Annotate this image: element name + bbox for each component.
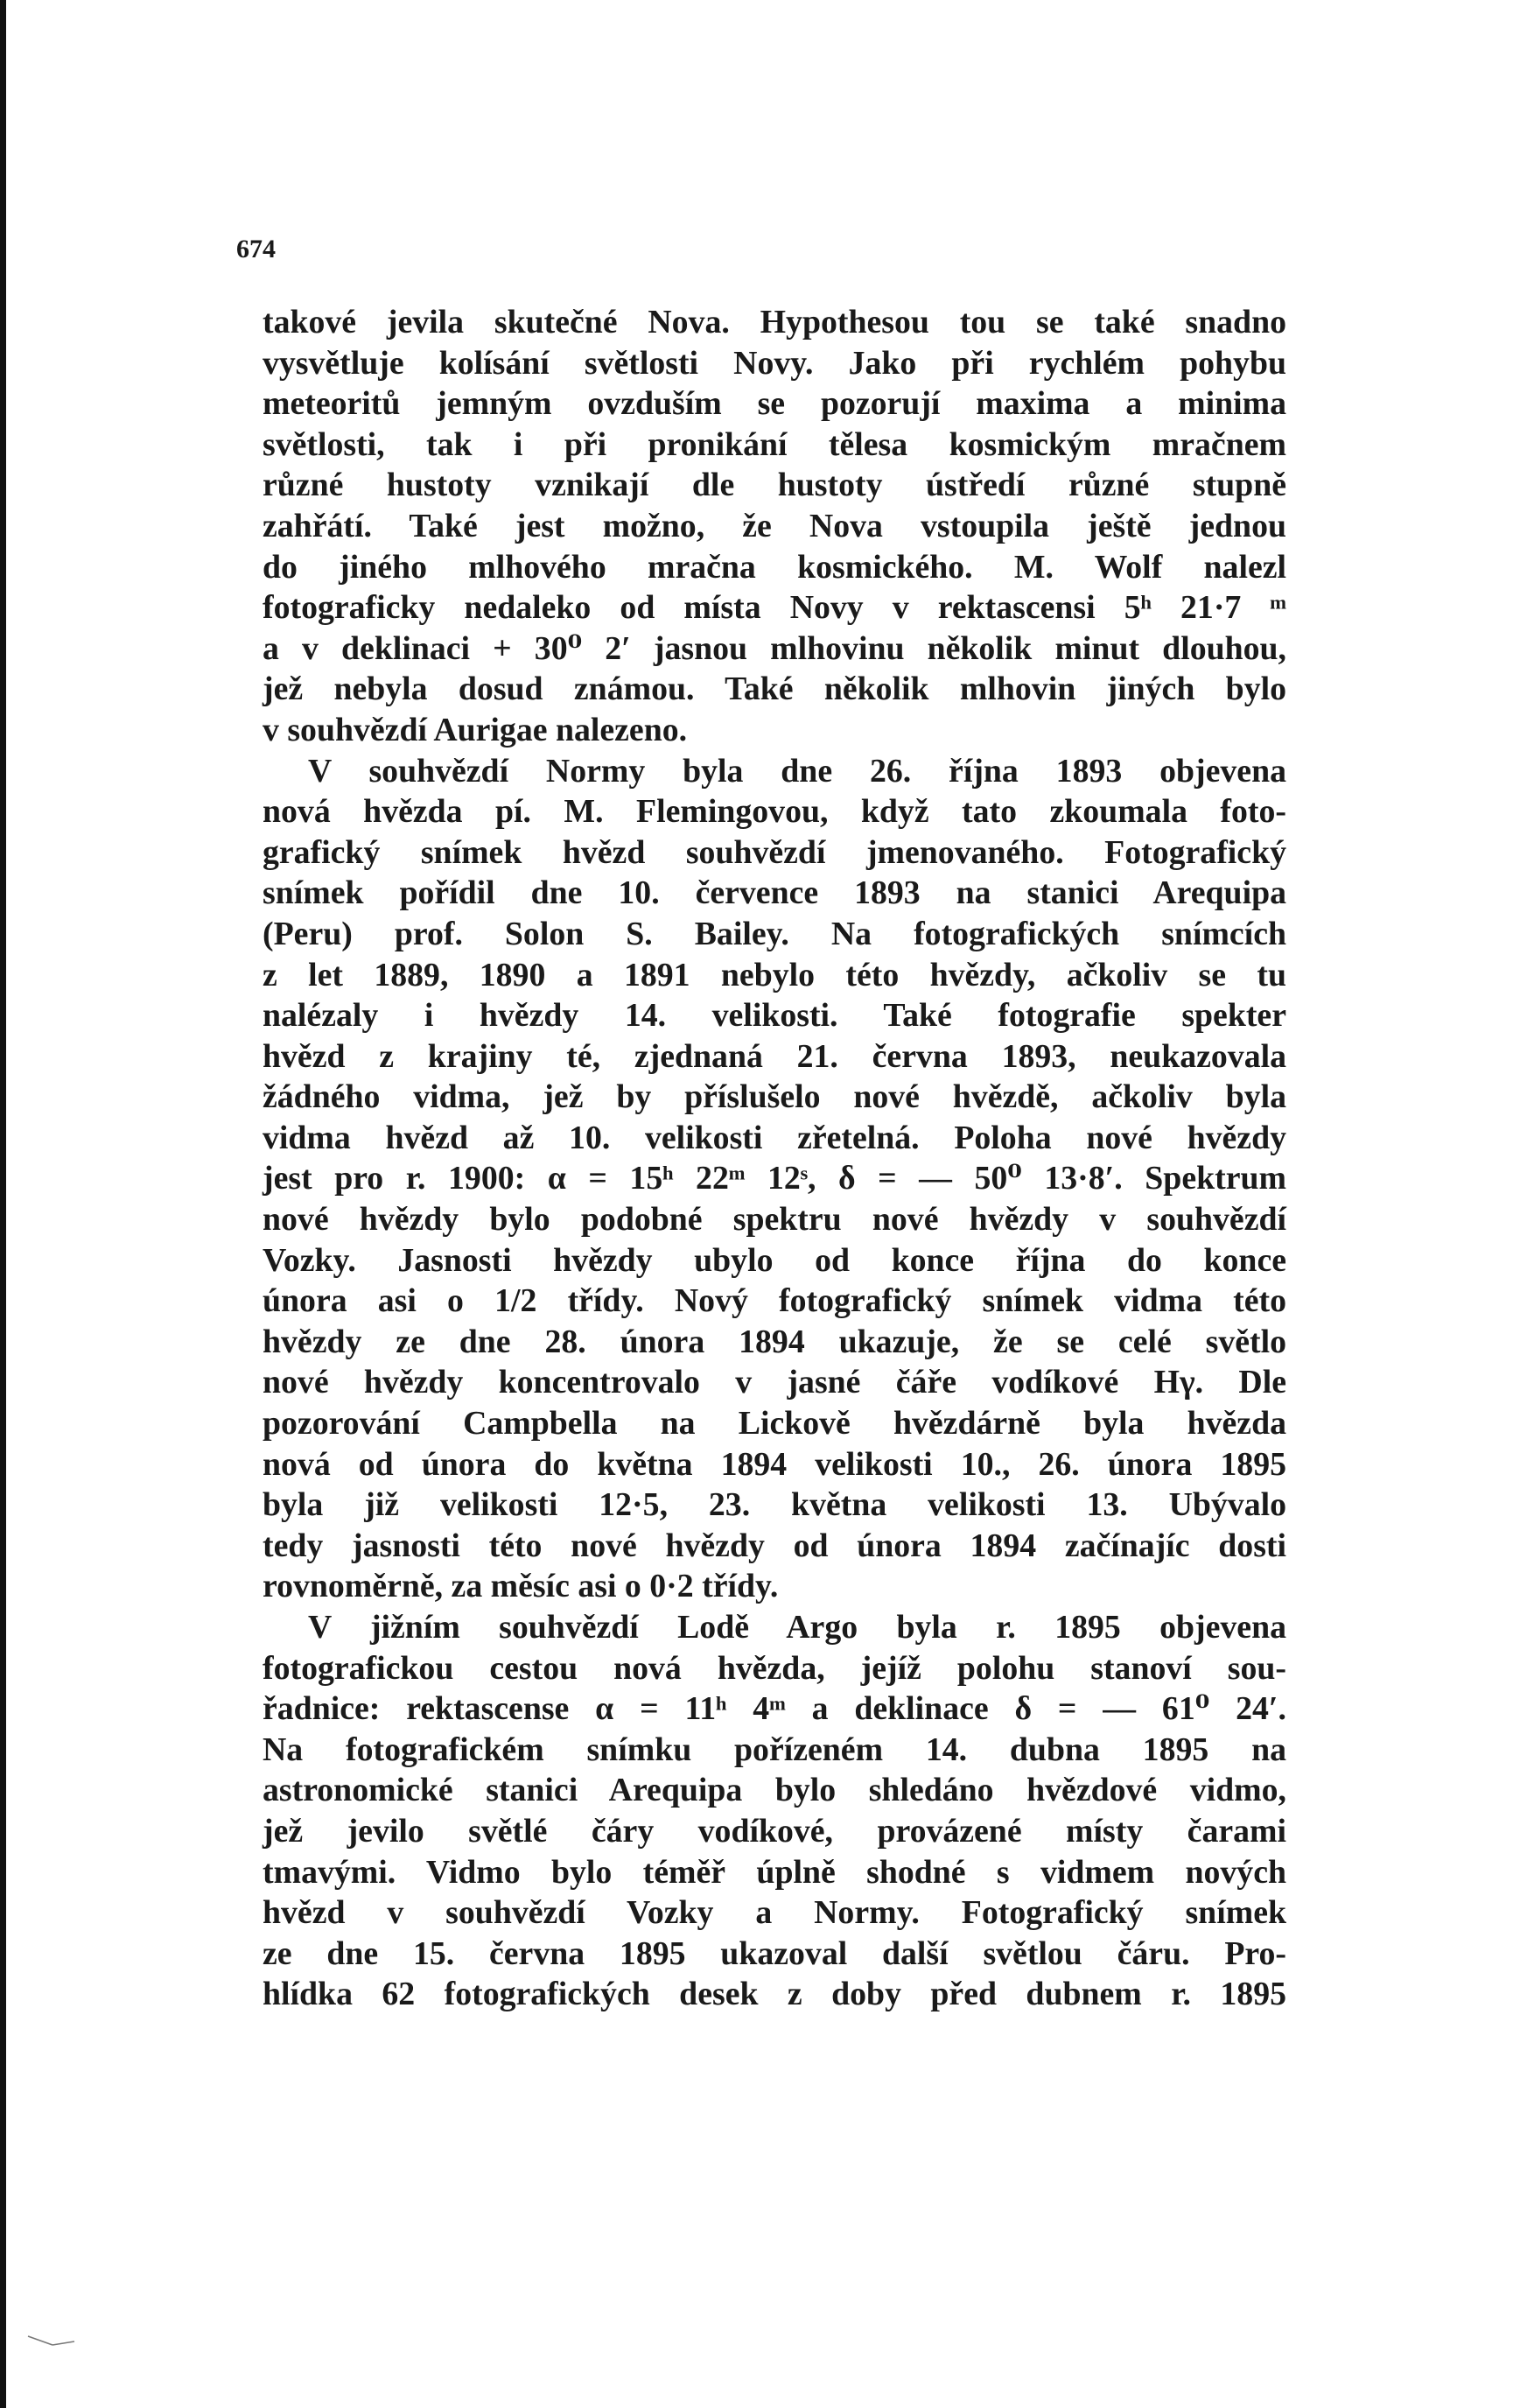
- text-line: byla již velikosti 12·5, 23. května velikosti 13. Ubývalo: [263, 1486, 1286, 1524]
- text-line: vidma hvězd až 10. velikosti zřetelná. Poloha nové hvězdy: [263, 1119, 1286, 1156]
- page-number: 674: [236, 235, 276, 263]
- text-line: tmavými. Vidmo bylo téměř úplně shodné s vidmem nových: [263, 1853, 1286, 1891]
- text-line: Na fotografickém snímku pořízeném 14. dubna 1895 na: [263, 1731, 1286, 1768]
- text-line: z let 1889, 1890 a 1891 nebylo této hvězdy, ačkoliv se tu: [263, 956, 1286, 993]
- text-line: řadnice: rektascense α = 11ʰ 4ᵐ a deklinace δ = — 61⁰ 24′.: [263, 1690, 1286, 1728]
- text-line: nová od února do května 1894 velikosti 10., 26. února 1895: [263, 1445, 1286, 1483]
- text-line: hlídka 62 fotografických desek z doby před dubnem r. 1895: [263, 1976, 1286, 2013]
- text-line: února asi o 1/2 třídy. Nový fotografický snímek vidma této: [263, 1282, 1286, 1320]
- text-line: tedy jasnosti této nové hvězdy od února 1894 začínajíc dosti: [263, 1527, 1286, 1564]
- text-line: jež nebyla dosud známou. Také několik mlhovin jiných bylo: [263, 670, 1286, 708]
- text-line: takové jevila skutečné Nova. Hypothesou tou se také snadno: [263, 304, 1286, 340]
- text-line: hvězdy ze dne 28. února 1894 ukazuje, že se celé světlo: [263, 1323, 1286, 1360]
- text-line: nové hvězdy bylo podobné spektru nové hvězdy v souhvězdí: [263, 1201, 1286, 1239]
- paragraph-start-line: V jižním souhvězdí Lodě Argo byla r. 1895 objevena: [308, 1609, 1286, 1646]
- text-line: snímek pořídil dne 10. července 1893 na stanici Arequipa: [263, 874, 1286, 912]
- paragraph-end-line: rovnoměrně, za měsíc asi o 0·2 třídy.: [263, 1568, 779, 1605]
- scan-artifact-mark: [26, 2333, 79, 2350]
- text-line: různé hustoty vznikají dle hustoty ústředí různé stupně: [263, 467, 1286, 504]
- text-line: ze dne 15. června 1895 ukazoval další světlou čáru. Pro-: [263, 1934, 1286, 1972]
- text-line: fotografickou cestou nová hvězda, jejíž polohu stanoví sou-: [263, 1649, 1286, 1687]
- text-line: vysvětluje kolísání světlosti Novy. Jako při rychlém pohybu: [263, 344, 1286, 382]
- text-line: do jiného mlhového mračna kosmického. M. Wolf nalezl: [263, 548, 1286, 586]
- text-line: a v deklinaci + 30⁰ 2′ jasnou mlhovinu několik minut dlouhou,: [263, 629, 1286, 667]
- text-line: zahřátí. Také jest možno, že Nova vstoupila ještě jednou: [263, 507, 1286, 544]
- text-line: astronomické stanici Arequipa bylo shledáno hvězdové vidmo,: [263, 1772, 1286, 1809]
- text-line: pozorování Campbella na Lickově hvězdárně byla hvězda: [263, 1405, 1286, 1443]
- text-line: hvězd z krajiny té, zjednaná 21. června 1893, neukazovala: [263, 1037, 1286, 1075]
- text-line: jest pro r. 1900: α = 15ʰ 22ᵐ 12ˢ, δ = — 50⁰ 13·8′. Spektrum: [263, 1160, 1286, 1197]
- text-line: fotograficky nedaleko od místa Novy v rektascensi 5ʰ 21·7 ᵐ: [263, 589, 1286, 627]
- paragraph-start-line: V souhvězdí Normy byla dne 26. října 1893 objevena: [308, 752, 1286, 790]
- text-line: grafický snímek hvězd souhvězdí jmenovaného. Fotografický: [263, 833, 1286, 871]
- text-line: meteoritů jemným ovzduším se pozorují maxima a minima: [263, 385, 1286, 423]
- text-line: Vozky. Jasnosti hvězdy ubylo od konce října do konce: [263, 1241, 1286, 1279]
- text-line: nalézaly i hvězdy 14. velikosti. Také fotografie spekter: [263, 997, 1286, 1035]
- scan-edge: [0, 0, 6, 2408]
- text-line: nové hvězdy koncentrovalo v jasné čáře vodíkové Hγ. Dle: [263, 1364, 1286, 1401]
- text-line: žádného vidma, jež by příslušelo nové hvězdě, ačkoliv byla: [263, 1078, 1286, 1116]
- text-line: (Peru) prof. Solon S. Bailey. Na fotografických snímcích: [263, 915, 1286, 952]
- paragraph-end-line: v souhvězdí Aurigae nalezeno.: [263, 711, 688, 748]
- text-line: jež jevilo světlé čáry vodíkové, provázené místy čarami: [263, 1812, 1286, 1850]
- text-line: hvězd v souhvězdí Vozky a Normy. Fotografický snímek: [263, 1894, 1286, 1932]
- text-line: světlosti, tak i při pronikání tělesa kosmickým mračnem: [263, 425, 1286, 463]
- text-line: nová hvězda pí. M. Flemingovou, když tato zkoumala foto-: [263, 793, 1286, 831]
- body-text: [263, 302, 1286, 2015]
